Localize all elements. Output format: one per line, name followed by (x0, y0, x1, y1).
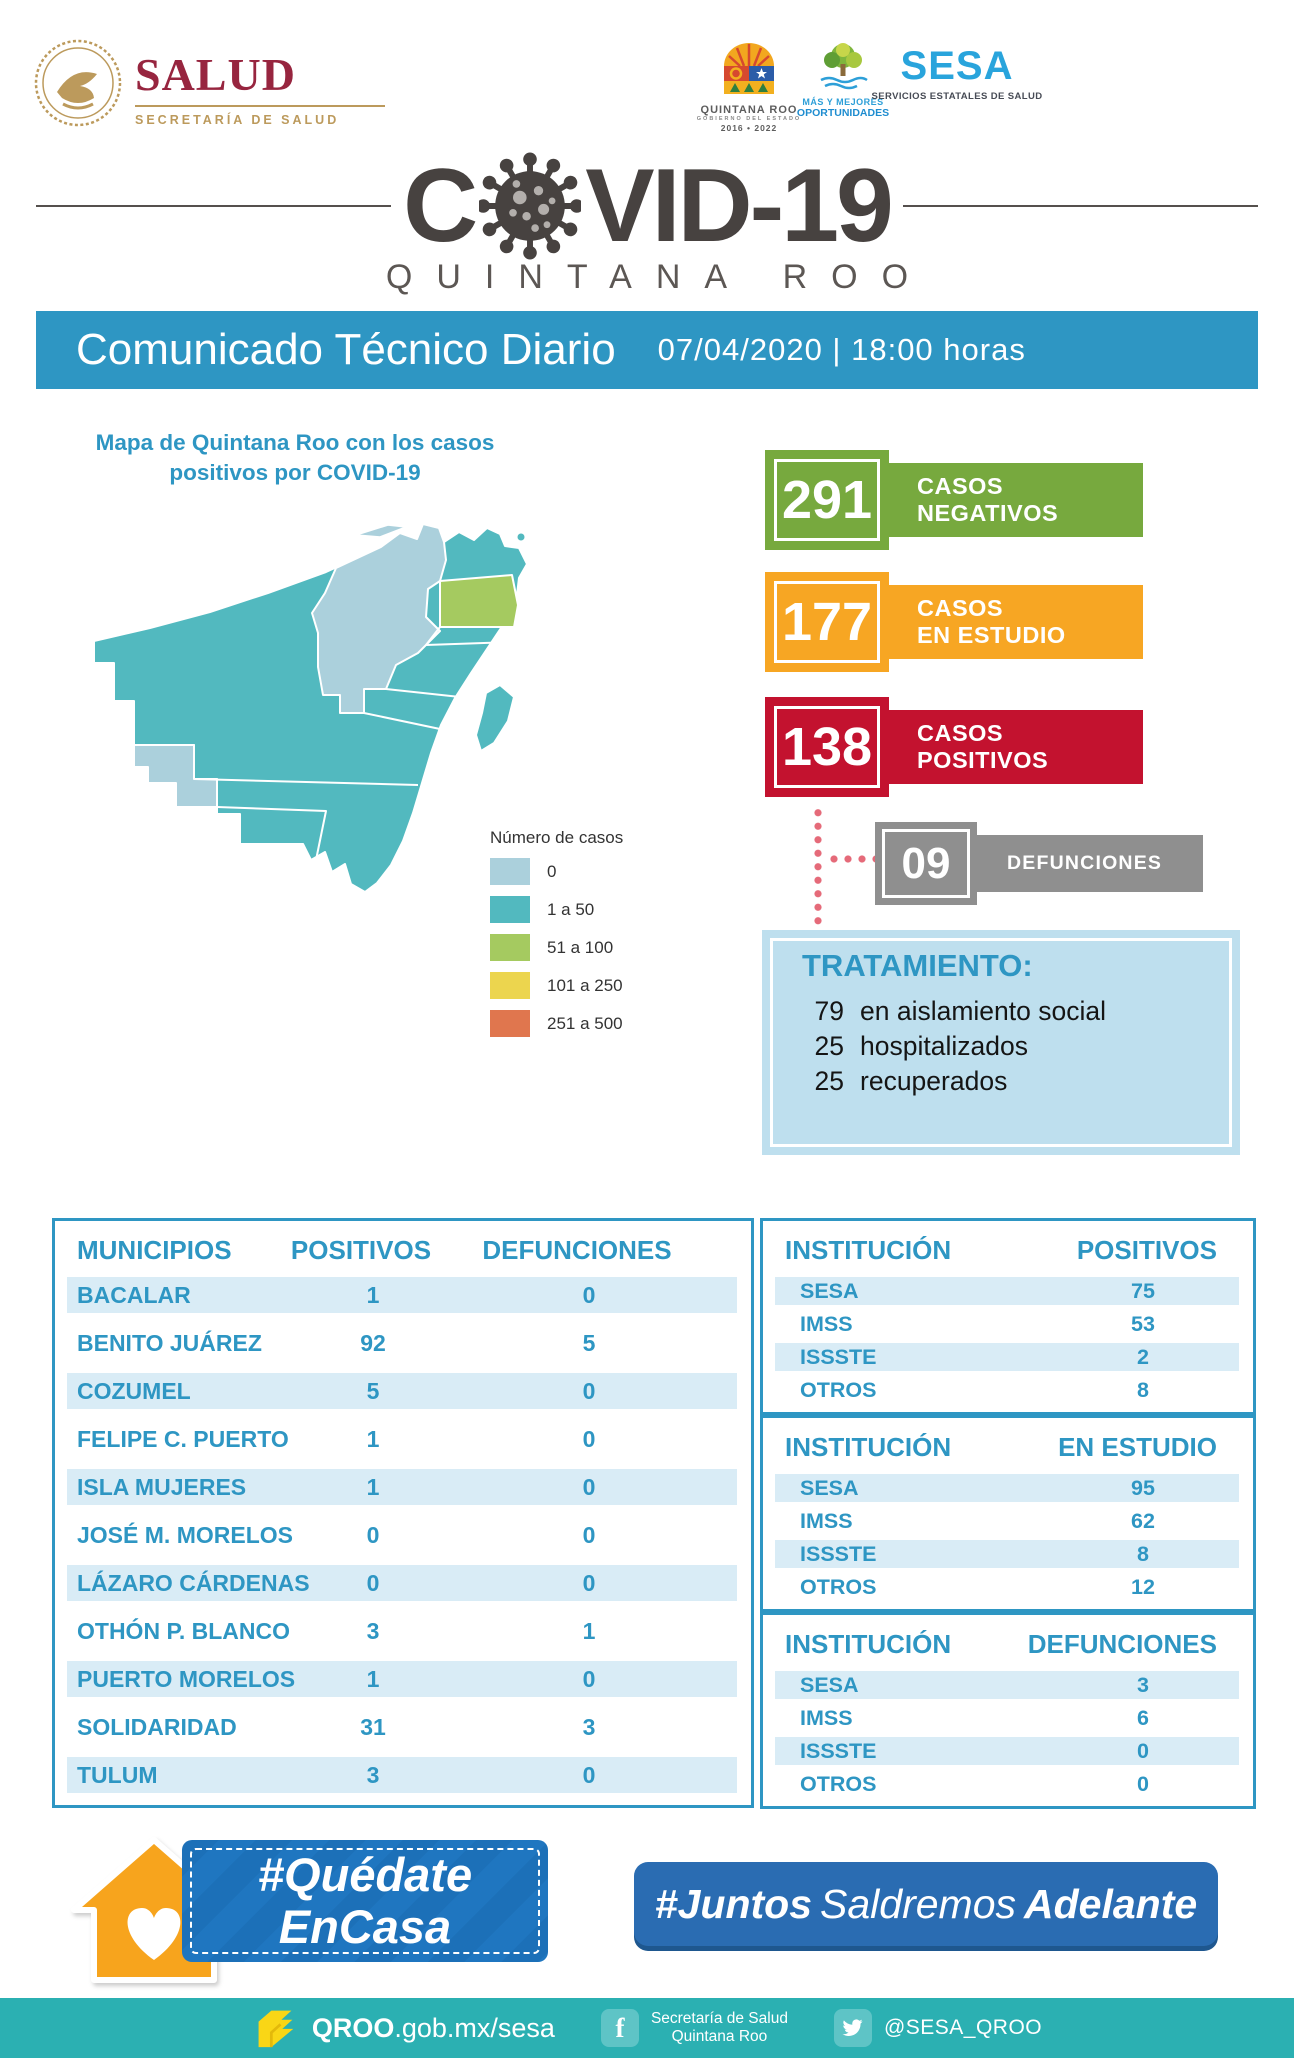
sesa-wordmark: SESA (900, 44, 1014, 88)
negative-cases-ribbon: CASOS NEGATIVOS (889, 463, 1143, 537)
treatment-item: 25 hospitalizados (814, 1031, 1028, 1061)
deaths-ribbon: DEFUNCIONES (977, 835, 1203, 892)
sesa-subtitle: SERVICIOS ESTATALES DE SALUD (871, 91, 1043, 102)
table-row: IMSS 53 (800, 1312, 1155, 1336)
table-row: OTHÓN P. BLANCO 3 1 (77, 1618, 596, 1644)
title-right-line (903, 205, 1258, 207)
salud-subtitle: SECRETARÍA DE SALUD (135, 113, 340, 127)
table-row: BENITO JUÁREZ 92 5 (77, 1330, 596, 1356)
legend-item: 1 a 50 (490, 896, 680, 923)
footer-site-link[interactable]: QROO.gob.mx/sesa (311, 2012, 555, 2043)
positive-cases-ribbon: CASOS POSITIVOS (889, 710, 1143, 784)
juntos-saldremos-banner: #Juntos Saldremos Adelante (634, 1862, 1218, 1946)
institution-positivos-table: INSTITUCIÓN POSITIVOS SESA 75 IMSS 53 ISSSTE 2 OTROS 8 (760, 1218, 1256, 1415)
map-region-benito-juarez (440, 575, 518, 627)
negative-cases-box (765, 450, 889, 550)
table-row: FELIPE C. PUERTO 1 0 (77, 1426, 596, 1452)
table-row: ISSSTE 8 (775, 1540, 1239, 1568)
table-row: IMSS 6 (800, 1706, 1149, 1730)
map-title-line2: positivos por COVID-19 (169, 460, 421, 485)
twitter-icon[interactable] (834, 2009, 872, 2047)
legend-swatch-4 (490, 1010, 530, 1037)
qroo-logo-gov: GOBIERNO DEL ESTADO (696, 116, 802, 122)
virus-icon (479, 150, 581, 262)
legend-title: Número de casos (490, 828, 624, 847)
title-left-line (36, 205, 391, 207)
legend-swatch-2 (490, 934, 530, 961)
study-cases-ribbon: CASOS EN ESTUDIO (889, 585, 1143, 659)
table-row: OTROS 8 (800, 1378, 1149, 1402)
table-row: SESA 3 (775, 1671, 1239, 1699)
facebook-icon[interactable]: f (601, 2009, 639, 2047)
footer-twitter-handle[interactable]: @SESA_QROO (883, 2016, 1043, 2039)
positive-cases-value: 138 (781, 717, 873, 777)
salud-divider (135, 105, 385, 107)
legend-item: 51 a 100 (490, 934, 680, 961)
table-row: ISLA MUJERES 1 0 (67, 1469, 737, 1505)
table-row: OTROS 0 (800, 1772, 1149, 1796)
legend-swatch-1 (490, 896, 530, 923)
banner-datetime: 07/04/2020 | 18:00 horas (657, 332, 1026, 367)
table-row: ISSSTE 0 (775, 1737, 1239, 1765)
table-row: ISSSTE 2 (775, 1343, 1239, 1371)
quedate-line2: EnCasa (278, 1900, 452, 1953)
salud-logo (135, 48, 385, 127)
oportunidades-line2: OPORTUNIDADES (796, 107, 890, 119)
table-row: LÁZARO CÁRDENAS 0 0 (67, 1565, 737, 1601)
institution-estudio-table: INSTITUCIÓN EN ESTUDIO SESA 95 IMSS 62 ISSSTE 8 OTROS 12 (760, 1415, 1256, 1612)
footer-bar (0, 1998, 1294, 2058)
table-row: SOLIDARIDAD 31 3 (77, 1714, 596, 1740)
legend-item: 251 a 500 (490, 1010, 680, 1037)
covid-title-c: C (403, 148, 476, 264)
salud-eagle-emblem (33, 38, 123, 130)
sesa-logo (852, 44, 1062, 102)
table-row: BACALAR 1 0 (67, 1277, 737, 1313)
study-cases-value: 177 (781, 592, 873, 652)
covid-title-rest: VID-19 (585, 148, 891, 264)
qroo-brand-icon (252, 2007, 298, 2049)
table-row: OTROS 12 (800, 1575, 1155, 1599)
table-row: TULUM 3 0 (67, 1757, 737, 1793)
footer-facebook-label[interactable]: Secretaría de Salud Quintana Roo (650, 2010, 788, 2045)
map-region-cozumel-island (476, 685, 514, 751)
table-row: COZUMEL 5 0 (67, 1373, 737, 1409)
quintana-roo-map (88, 515, 530, 900)
table-row: SESA 95 (775, 1474, 1239, 1502)
study-cases-box (765, 572, 889, 672)
institution-defunciones-table: INSTITUCIÓN DEFUNCIONES SESA 3 IMSS 6 ISSSTE 0 OTROS 0 (760, 1612, 1256, 1809)
dotted-connector-vertical (811, 806, 825, 928)
municipios-table: MUNICIPIOS POSITIVOS DEFUNCIONES BACALAR 1 0 BENITO JUÁREZ 92 5 COZUMEL 5 0 FELIPE C. PUERTO 1 0 ISLA MUJERES 1 0 JOSÉ M. MORELOS 0 0 LÁZARO CÁRDENAS 0 0 OTHÓN P. BLANCO 3 1 PUERTO MORELOS 1 0 SOLIDARIDAD 31 3 TULUM 3 0 (52, 1218, 754, 1808)
covid-subtitle: QUINTANA ROO (385, 258, 933, 296)
legend-item: 0 (490, 858, 680, 885)
quedate-line1: #Quédate (257, 1848, 473, 1901)
qroo-logo-years: 2016 • 2022 (720, 123, 778, 133)
positive-cases-box (765, 697, 889, 797)
negative-cases-value: 291 (781, 470, 873, 530)
oportunidades-line1: MÁS Y MEJORES (802, 97, 884, 107)
map-title-line1: Mapa de Quintana Roo con los casos (95, 430, 495, 455)
banner-title: Comunicado Técnico Diario (76, 325, 616, 374)
qroo-logo-name: QUINTANA ROO (700, 104, 798, 116)
map-legend (490, 828, 680, 1048)
table-row: IMSS 62 (800, 1509, 1155, 1533)
table-row: JOSÉ M. MORELOS 0 0 (77, 1522, 596, 1548)
legend-swatch-0 (490, 858, 530, 885)
map-isla-mujeres-islet (518, 534, 525, 541)
table-row: SESA 75 (775, 1277, 1239, 1305)
deaths-value: 09 (901, 838, 951, 888)
salud-wordmark: SALUD (135, 49, 296, 100)
treatment-item: 25 recuperados (814, 1066, 1008, 1096)
treatment-panel (762, 930, 1240, 1155)
map-title (95, 428, 495, 488)
deaths-box (875, 822, 977, 905)
legend-item: 101 a 250 (490, 972, 680, 999)
treatment-item: 79 en aislamiento social (814, 996, 1106, 1026)
treatment-title: TRATAMIENTO: (802, 948, 1033, 983)
quedate-en-casa-badge (182, 1840, 548, 1962)
legend-swatch-3 (490, 972, 530, 999)
qroo-shield-icon (716, 38, 782, 96)
daily-report-banner (36, 311, 1258, 389)
covid-title-row (36, 148, 1258, 264)
table-row: PUERTO MORELOS 1 0 (67, 1661, 737, 1697)
